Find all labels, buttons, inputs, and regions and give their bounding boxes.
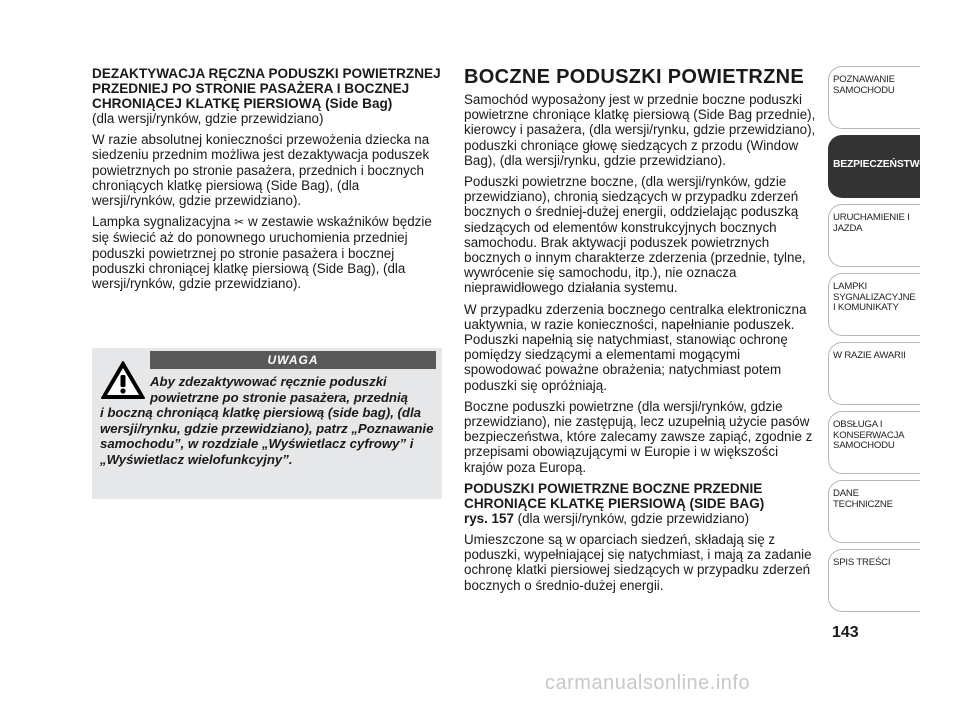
tab-label: BEZPIECZEŃSTWO [833, 159, 928, 170]
tab-label: URUCHAMIENIE I JAZDA [833, 212, 910, 234]
tab-dane-techniczne[interactable] [828, 480, 920, 543]
tab-label: LAMPKI SYGNALIZACYJNE I KOMUNIKATY [833, 281, 916, 314]
tab-poznawanie-samochodu[interactable] [828, 66, 920, 129]
paragraph-3: W przypadku zderzenia bocznego centralka elektroniczna uaktywnia, w razie konieczności, napełnianie poduszek. Poduszki napełnią się natychmiast, stanowiąc ochronę pomiędzy siedzącymi a elementami mogącymi spowodować poważne obrażenia; natychmiast potem poduszki się opróżniają. [464, 301, 807, 393]
lamp-text-before: Lampka sygnalizacyjna [92, 214, 235, 230]
airbag-off-indicator-icon: ✂ [234, 215, 245, 230]
tab-label: SPIS TREŚCI [833, 557, 891, 568]
right-column [464, 66, 816, 599]
left-column [92, 66, 442, 297]
warning-text-first: Aby zdezaktywować ręcznie poduszki powietrzne po stronie pasażera, przednią [150, 374, 408, 405]
tab-obsluga-i-konserwacja[interactable] [828, 411, 920, 474]
warning-box [92, 348, 442, 499]
tab-w-razie-awarii[interactable] [828, 342, 920, 405]
warning-text [100, 374, 434, 468]
warning-label: UWAGA [150, 351, 436, 369]
figure-reference-note: (dla wersji/rynków, gdzie przewidziano) [513, 510, 750, 526]
tab-label: POZNAWANIE SAMOCHODU [833, 74, 895, 96]
tab-lampki-sygnalizacyjne[interactable] [828, 273, 920, 336]
warning-text-rest: i boczną chroniącą klatkę piersiową (side bag), (dla wersji/rynku, gdzie przewidziano), patrz „Poznawanie samochodu”, w rozdziale „Wyświetlacz cyfrowy” i „Wyświetlacz wielofunkcyjny”. [100, 405, 434, 467]
subsection-reference [464, 511, 816, 526]
section-title-side-airbags: BOCZNE PODUSZKI POWIETRZNE [464, 66, 805, 88]
page-number: 143 [832, 624, 859, 641]
paragraph-deactivation: W razie absolutnej konieczności przewożenia dziecka na siedzeniu przednim możliwa jest dezaktywacja poduszek powietrznych po stronie pasażera, przednich i bocznych chroniących klatkę piersiową (Side Bag), (dla wersji/rynków, gdzie przewidziano). [92, 132, 430, 209]
tab-spis-tresci[interactable] [828, 549, 920, 612]
chapter-tabs [828, 66, 928, 618]
lamp-text-after: w zestawie wskaźników będzie się świecić aż do ponownego uruchomienia przedniej poduszki powietrznej po stronie pasażera i bocznej poduszki chroniącej klatkę piersiową (Side Bag), (dla wersji/rynków, gdzie przewidziano). [92, 214, 432, 292]
paragraph-2: Poduszki powietrzne boczne, (dla wersji/rynków, gdzie przewidziano), chronią siedzących w przypadku zderzeń bocznych o średniej-dużej energii, oddzielając poduszką siedzących od elementów konstrukcyjnych bocznych samochodu. Brak aktywacji poduszek powietrznych bocznych o innym charakterze zderzenia (przednie, tylne, wywrócenie się samochodu, itp.), nie oznacza nieprawidłowego działania systemu. [464, 174, 806, 296]
watermark: carmanualsonline.info [545, 672, 751, 694]
paragraph-5: Umieszczone są w oparciach siedzeń, składają się z poduszki, wypełniającej się natychmiast, i mają za zadanie ochronę klatki piersiowej siedzących w przypadku zderzeń bocznych o średnio-dużej energii. [464, 532, 812, 593]
subsection-heading-side-bag: PODUSZKI POWIETRZNE BOCZNE PRZEDNIE CHRONIĄCE KLATKĘ PIERSIOWĄ (SIDE BAG) [464, 480, 765, 511]
paragraph-4: Boczne poduszki powietrzne (dla wersji/rynków, gdzie przewidziano), nie zastępują, lecz uzupełnią użycie pasów bezpieczeństwa, które zalecamy zawsze zapiąć, zgodnie z przepisami obowiązującymi w Europie i w większości krajów poza Europą. [464, 398, 813, 475]
tab-label: W RAZIE AWARII [833, 350, 906, 361]
tab-bezpieczenstwo[interactable] [828, 135, 928, 198]
section-subheading: (dla wersji/rynków, gdzie przewidziano) [92, 111, 324, 126]
paragraph-warning-lamp [92, 214, 442, 291]
paragraph-1: Samochód wyposażony jest w przednie boczne poduszki powietrzne chroniące klatkę piersiową (Side Bag przednie), kierowcy i pasażera, (dla wersji/rynku, gdzie przewidziano), poduszki chroniące głowę siedzących z przodu (Window Bag), (dla wersji/rynku, gdzie przewidziano). [464, 92, 816, 168]
tab-label: OBSŁUGA I KONSERWACJA SAMOCHODU [833, 419, 904, 452]
tab-label: DANE TECHNICZNE [833, 488, 893, 510]
section-heading-deactivation: DEZAKTYWACJA RĘCZNA PODUSZKI POWIETRZNEJ PRZEDNIEJ PO STRONIE PASAŻERA I BOCZNEJ CHRONIĄCEJ KLATKĘ PIERSIOWĄ (Side Bag) [92, 66, 441, 111]
figure-reference: rys. 157 [464, 510, 514, 526]
tab-uruchamienie-i-jazda[interactable] [828, 204, 920, 267]
